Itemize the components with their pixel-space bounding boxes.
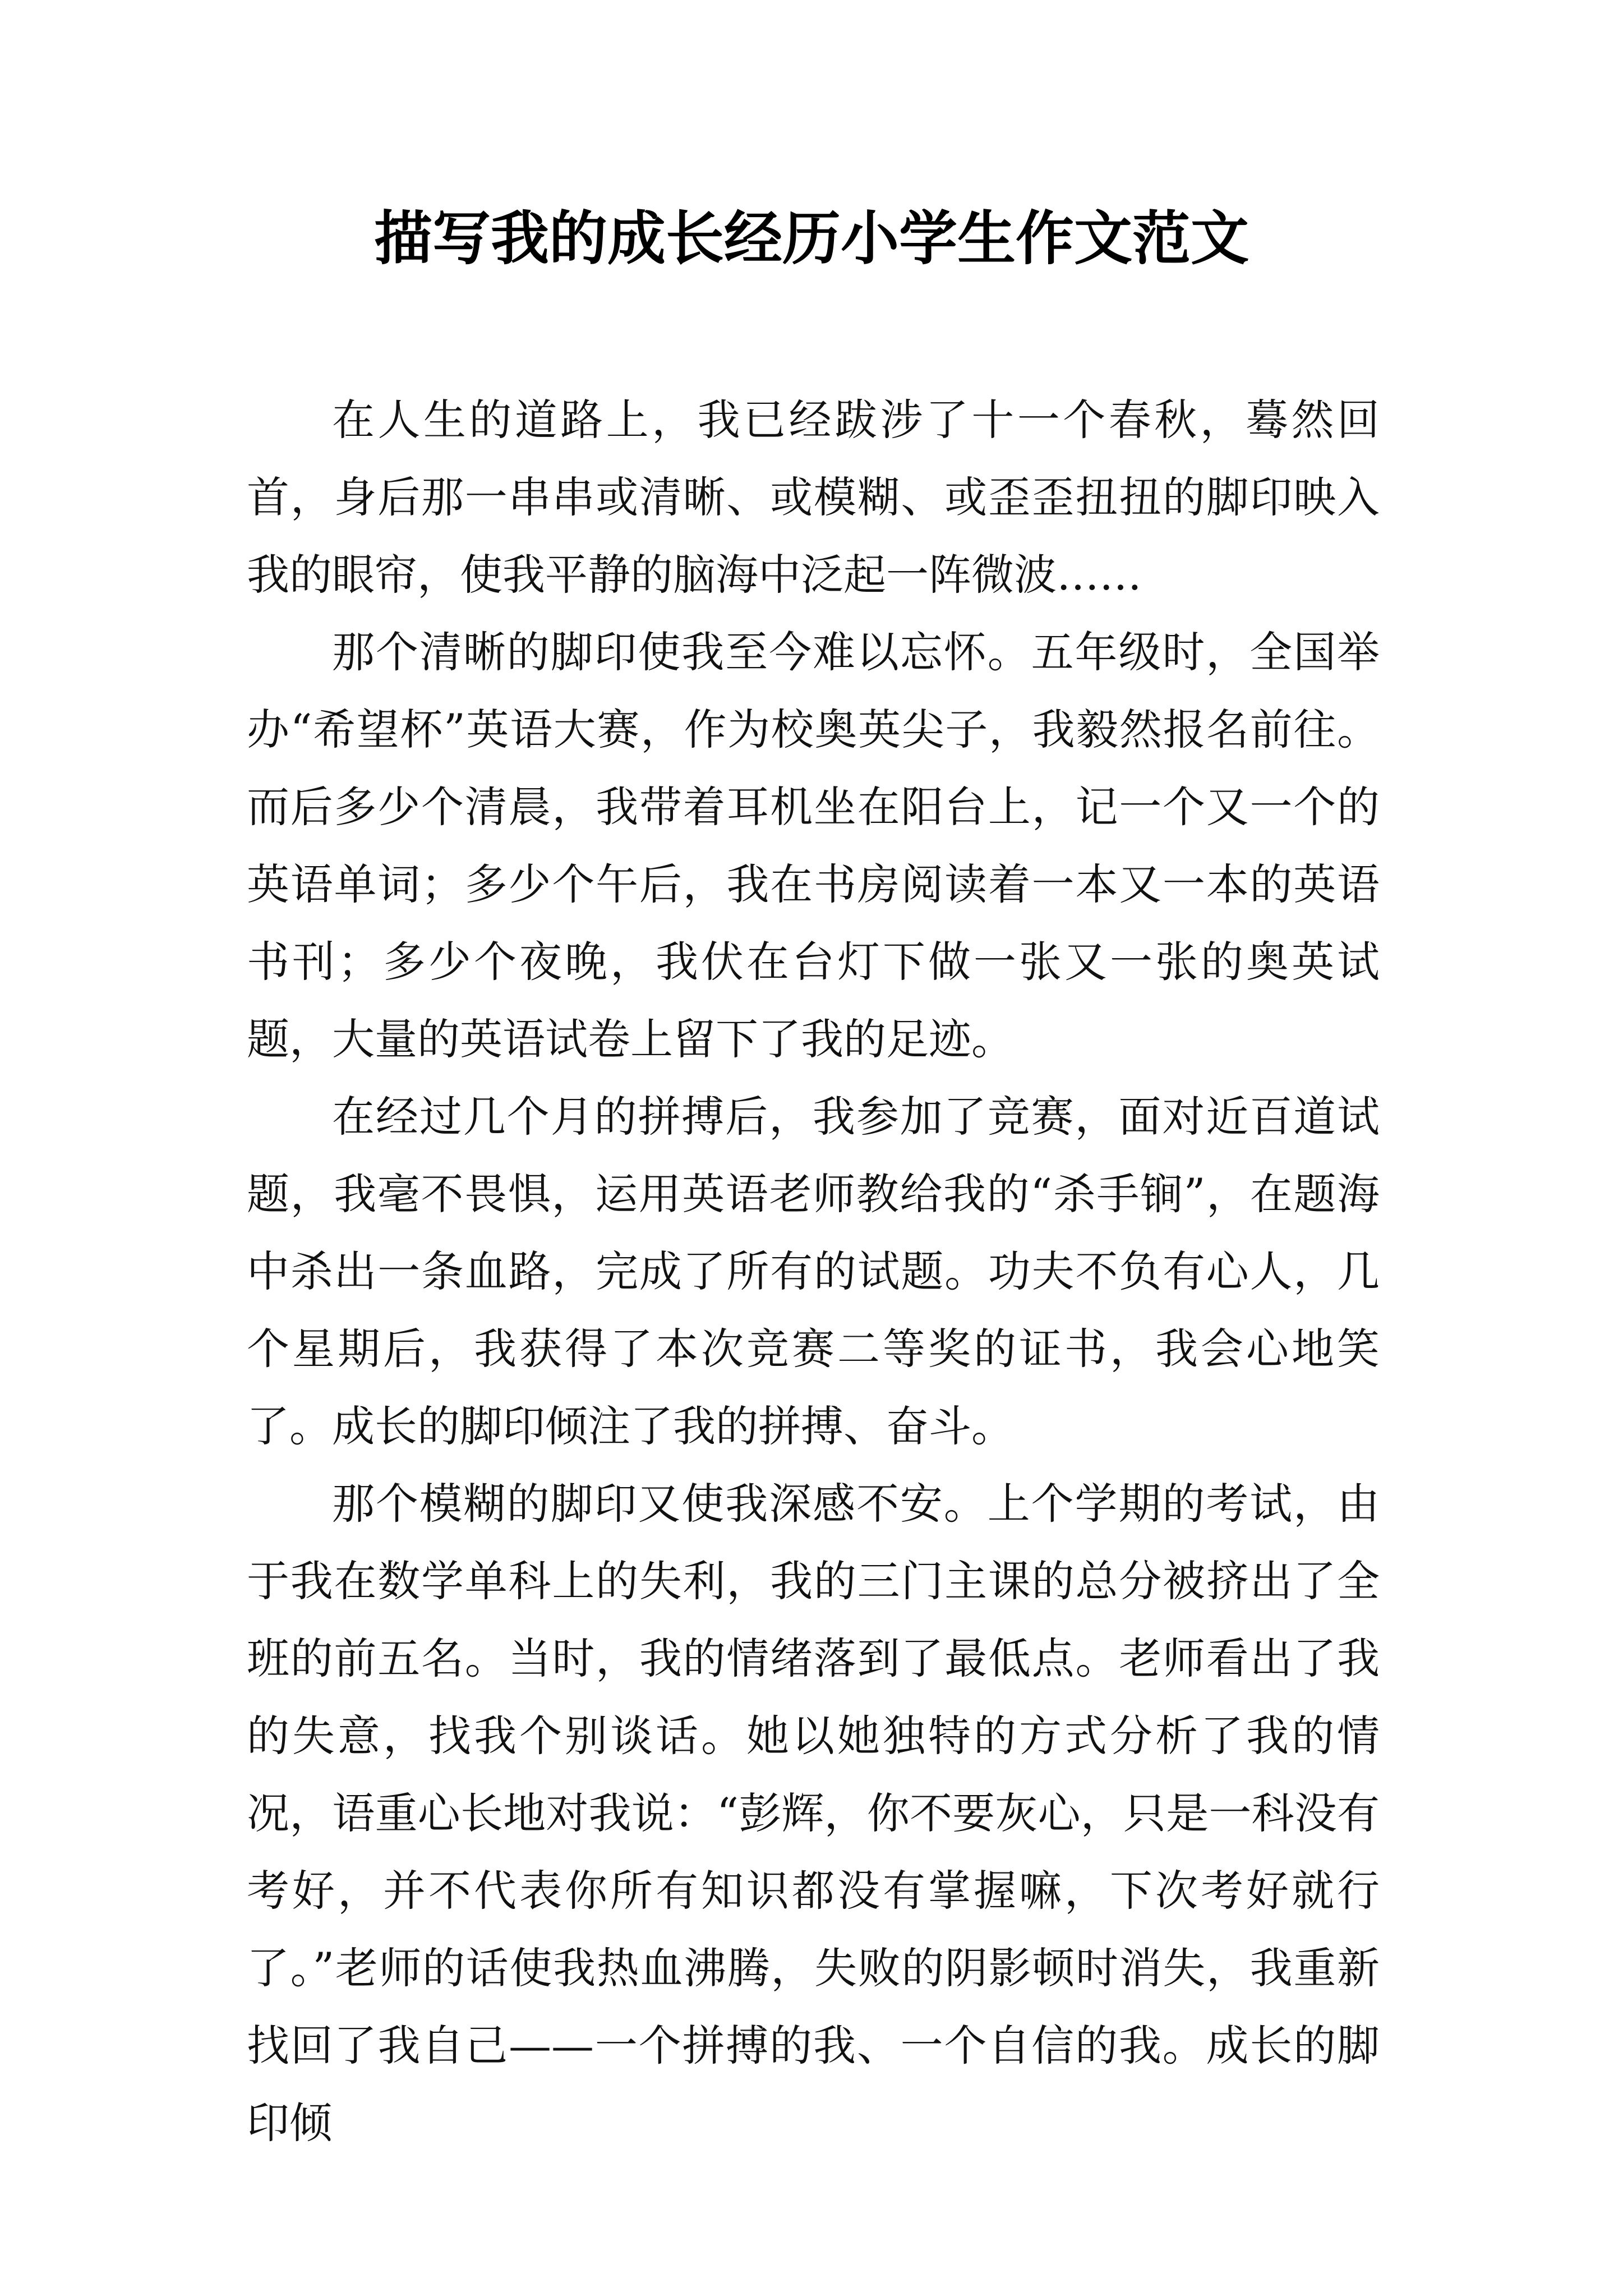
paragraph: 那个清晰的脚印使我至今难以忘怀。五年级时，全国举办“希望杯”英语大赛，作为校奥英尖子，我毅然报名前往。而后多少个清晨，我带着耳机坐在阳台上，记一个又一个的英语单词；多少个午后，我在书房阅读着一本又一本的英语书刊；多少个夜晚，我伏在台灯下做一张又一张的奥英试题，大量的英语试卷上留下了我的足迹。 xyxy=(247,627,1380,1064)
paragraph: 在人生的道路上，我已经跋涉了十一个春秋，蓦然回首，身后那一串串或清晰、或模糊、或歪歪扭扭的脚印映入我的眼帘，使我平静的脑海中泛起一阵微波…… xyxy=(247,395,1380,600)
document-title: 描写我的成长经历小学生作文范文 xyxy=(374,204,1249,273)
document-body xyxy=(247,381,1380,2162)
paragraph: 在经过几个月的拼搏后，我参加了竞赛，面对近百道试题，我毫不畏惧，运用英语老师教给我的“杀手锏”，在题海中杀出一条血路，完成了所有的试题。功夫不负有心人，几个星期后，我获得了本次竞赛二等奖的证书，我会心地笑了。成长的脚印倾注了我的拼搏、奋斗。 xyxy=(247,1092,1380,1451)
paragraph: 那个模糊的脚印又使我深感不安。上个学期的考试，由于我在数学单科上的失利，我的三门主课的总分被挤出了全班的前五名。当时，我的情绪落到了最低点。老师看出了我的失意，找我个别谈话。她以她独特的方式分析了我的情况，语重心长地对我说：“彭辉，你不要灰心，只是一科没有考好，并不代表你所有知识都没有掌握嘛，下次考好就行了。”老师的话使我热血沸腾，失败的阴影顿时消失，我重新找回了我自己——一个拼搏的我、一个自信的我。成长的脚印倾 xyxy=(247,1479,1380,2148)
